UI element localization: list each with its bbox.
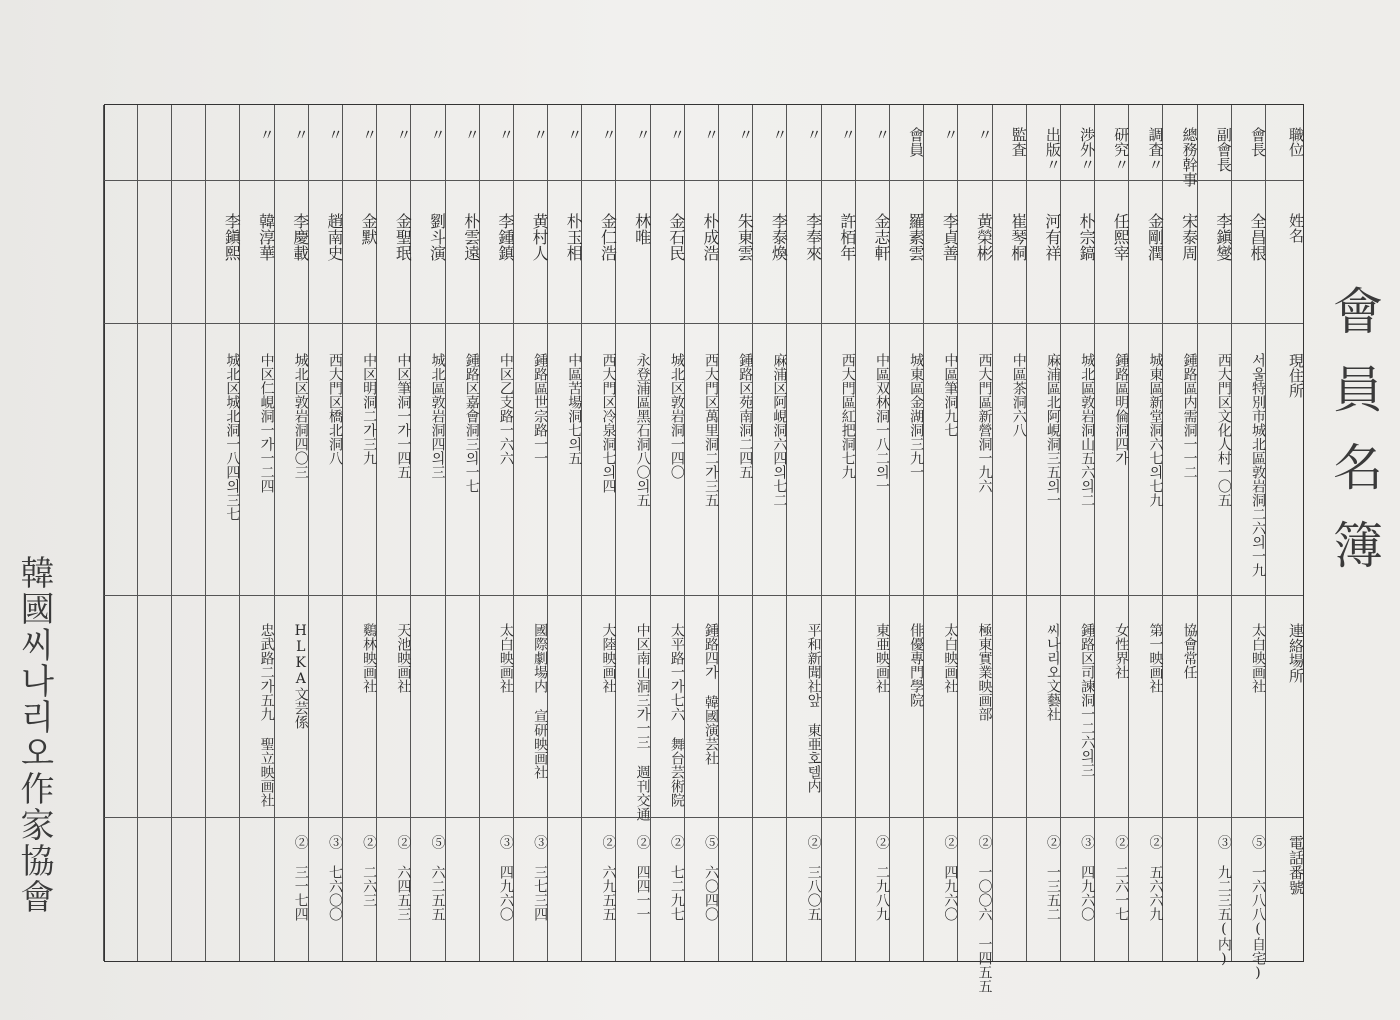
- member-address: 中区乙支路一六六: [497, 353, 514, 465]
- member-name: 黄榮彬: [974, 213, 994, 261]
- member-workplace: HLKA文芸係: [292, 623, 309, 729]
- header-name: 姓名: [1287, 213, 1305, 243]
- table-row: [1026, 105, 1060, 961]
- member-address: 城北区敦岩洞一四〇: [668, 353, 685, 479]
- table-row: [1094, 105, 1131, 961]
- member-address: 西大門區新營洞一九六: [976, 353, 993, 493]
- member-name: 李泰煥: [769, 213, 789, 261]
- table-row: [752, 105, 789, 961]
- member-name: 劉斗演: [427, 213, 447, 261]
- member-phone: ② 二六三: [361, 835, 378, 907]
- member-name: 金仁浩: [598, 213, 618, 261]
- table-row: [992, 105, 1026, 961]
- member-name: 金石民: [666, 213, 686, 261]
- member-workplace: 太平路一가七六 舞台芸術院: [668, 623, 685, 807]
- member-role: 〃: [257, 127, 276, 142]
- table-row: [923, 105, 960, 961]
- member-name: 李貞善: [940, 213, 960, 261]
- member-phone: ② 二九八九: [873, 835, 890, 921]
- member-workplace: 씨나리오文藝社: [1044, 623, 1061, 721]
- member-role: 會員: [907, 127, 926, 157]
- member-address: 永登浦區黑石洞八〇의五: [634, 353, 651, 507]
- member-phone: ⑤ 一六八八(自宅): [1250, 835, 1266, 981]
- member-name: 朴成浩: [701, 213, 720, 261]
- table-row: [650, 105, 684, 961]
- header-column: [1265, 105, 1303, 961]
- member-address: 中區筆洞九七: [942, 353, 959, 437]
- member-workplace: 極東實業映画部: [976, 623, 993, 721]
- member-role: 研究〃: [1112, 127, 1131, 172]
- table-row: [957, 105, 994, 993]
- member-role: 〃: [291, 127, 310, 142]
- table-row: [445, 105, 479, 961]
- member-name: 任熙宰: [1111, 213, 1131, 261]
- member-role: 調査〃: [1146, 127, 1165, 172]
- member-address: 서울特別市城北區敦岩洞二六의一九: [1250, 353, 1266, 577]
- table-row: [513, 105, 550, 961]
- table-row: [342, 105, 379, 961]
- table-row: [855, 105, 889, 961]
- member-workplace: 第一映画社: [1147, 623, 1164, 693]
- member-phone: ② 三八〇五: [805, 835, 822, 921]
- member-address: 城北區敦岩洞山五六의二: [1079, 353, 1096, 507]
- member-phone: ② 一〇〇六 一四五五: [976, 835, 993, 993]
- member-role: 〃: [633, 127, 652, 142]
- table-row: [205, 105, 242, 961]
- table-row: [547, 105, 584, 961]
- member-address: 城東區金湖洞三九一: [908, 353, 925, 479]
- member-role: 〃: [394, 127, 413, 142]
- member-role: 〃: [360, 127, 379, 142]
- table-row: [1060, 105, 1097, 961]
- member-phone: ⑤ 六二五五: [429, 835, 446, 921]
- member-phone: ② 六四五三: [395, 835, 412, 921]
- member-address: 西大門区冷泉洞七의四: [600, 353, 617, 493]
- table-row: [103, 105, 137, 961]
- member-address: 西大門区萬里洞二가三五: [703, 353, 719, 507]
- member-role: 〃: [804, 127, 823, 142]
- header-workplace: 連絡場所: [1287, 623, 1305, 683]
- member-address: 城北區敦岩洞四의三: [429, 353, 446, 479]
- table-row: [410, 105, 447, 961]
- member-name: 李鍾鎮: [495, 213, 515, 261]
- member-name: 羅素雲: [906, 213, 926, 261]
- member-phone: ② 四四一一: [634, 835, 651, 921]
- member-role: 副會長: [1214, 127, 1233, 172]
- member-phone: ③ 四九六〇: [497, 835, 514, 921]
- member-role: 〃: [599, 127, 618, 142]
- member-address: 中區苦場洞七의五: [566, 353, 583, 465]
- member-workplace: 天池映画社: [395, 623, 412, 693]
- member-role: 監査: [1009, 127, 1028, 157]
- member-workplace: 國際劇場内 宣研映画社: [532, 623, 549, 779]
- member-workplace: 俳優專門學院: [908, 623, 925, 707]
- document-title: 會員名簿: [1325, 285, 1383, 597]
- member-address: 鍾路区嘉會洞三의一七: [463, 353, 480, 493]
- member-address: 中区明洞二가三九: [361, 353, 378, 465]
- table-row: [479, 105, 513, 961]
- member-address: 西大門區紅把洞七九: [839, 353, 856, 479]
- member-role: 〃: [770, 127, 789, 142]
- member-workplace: 鍾路区司諫洞一二六의三: [1079, 623, 1096, 777]
- table-row: [171, 105, 205, 961]
- member-name: 朴玉相: [564, 213, 584, 261]
- member-phone: ② 三一七四: [292, 835, 309, 921]
- member-workplace: 鷄林映画社: [361, 623, 378, 693]
- member-workplace: 太白映画社: [1250, 623, 1266, 693]
- member-phone: ② 六九五五: [600, 835, 617, 921]
- member-workplace: 東亜映画社: [873, 623, 890, 693]
- member-phone: ② 二六一七: [1113, 835, 1130, 921]
- member-name: 林唯: [632, 213, 652, 245]
- member-role: 〃: [872, 127, 891, 142]
- member-role: 會長: [1249, 127, 1267, 157]
- header-phone: 電話番號: [1287, 835, 1305, 895]
- member-name: 韓淳華: [256, 213, 276, 261]
- member-address: 中区筆洞一가一四五: [395, 353, 412, 479]
- member-workplace: 平和新聞社앞 東亜호텔内: [805, 623, 822, 793]
- member-name: 李鎭熙: [222, 213, 242, 261]
- member-address: 西大門区橋北洞八: [326, 353, 343, 465]
- member-role: 〃: [428, 127, 447, 142]
- member-phone: ② 五六六九: [1147, 835, 1164, 921]
- member-name: 黄村人: [530, 213, 550, 261]
- member-role: 〃: [531, 127, 550, 142]
- member-phone: ③ 七六〇〇: [326, 835, 343, 921]
- member-address: 鍾路區内需洞一一二: [1181, 353, 1198, 479]
- member-name: 朴宗鎬: [1077, 213, 1097, 261]
- member-role: 〃: [496, 127, 515, 142]
- member-address: 麻浦区阿峴洞六四의七二: [771, 353, 788, 507]
- member-address: 西大門区文化人村一〇五: [1215, 353, 1232, 507]
- member-name: 河有祥: [1042, 213, 1062, 261]
- member-role: 出版〃: [1043, 127, 1062, 172]
- member-name: 金聖珉: [393, 213, 413, 261]
- table-row: [308, 105, 342, 961]
- member-name: 金默: [359, 213, 379, 245]
- member-role: 〃: [736, 127, 755, 142]
- member-name: 李奉來: [803, 213, 823, 261]
- member-phone: ⑤ 六〇四〇: [703, 835, 719, 921]
- member-name: 崔琴桐: [1008, 213, 1028, 261]
- header-role: 職位: [1287, 127, 1305, 157]
- member-workplace: 忠武路二가五九 聖立映画社: [258, 623, 275, 807]
- member-name: 李慶載: [290, 213, 310, 261]
- member-workplace: 中区南山洞三가一三 週刊交通: [634, 623, 651, 821]
- member-workplace: 太白映画社: [942, 623, 959, 693]
- member-address: 鍾路區世宗路一一: [532, 353, 549, 465]
- table-row: [786, 105, 823, 961]
- member-address: 城北区敦岩洞四〇三: [292, 353, 309, 479]
- member-phone: ② 一三五二: [1044, 835, 1061, 921]
- member-workplace: 女性界社: [1113, 623, 1130, 679]
- table-row: [1128, 105, 1165, 961]
- table-row: [137, 105, 171, 961]
- member-name: 朱東雲: [735, 213, 755, 261]
- member-name: 趙南史: [324, 213, 344, 261]
- table-row: [889, 105, 926, 961]
- member-phone: ③ 三七三四: [532, 835, 549, 921]
- table-row: [581, 105, 618, 961]
- table-row: [1162, 105, 1199, 961]
- member-role: 〃: [941, 127, 960, 142]
- member-roster-table: [104, 104, 1305, 993]
- table-row: [376, 105, 413, 961]
- table-row: [718, 105, 755, 961]
- member-address: 中區双林洞一八二의一: [873, 353, 890, 493]
- member-workplace: 大陸映画社: [600, 623, 617, 693]
- member-name: 朴雲遠: [461, 213, 481, 261]
- member-address: 城東區新堂洞六七의七九: [1147, 353, 1164, 507]
- member-role: 〃: [702, 127, 720, 142]
- member-workplace: 協會常任: [1181, 623, 1198, 679]
- table-row: [1197, 105, 1233, 967]
- member-role: 〃: [667, 127, 686, 142]
- member-role: 〃: [838, 127, 857, 142]
- member-address: 鍾路區明倫洞四가: [1113, 353, 1130, 465]
- table-row: [274, 105, 308, 961]
- member-name: 金剛潤: [1145, 213, 1165, 261]
- member-name: 宋泰周: [1179, 213, 1199, 261]
- member-phone: ② 七二九七: [668, 835, 685, 921]
- member-address: 城北区城北洞一八四의三七: [224, 353, 241, 521]
- table-row: [684, 105, 718, 961]
- member-role: 〃: [975, 127, 994, 142]
- table-row: [821, 105, 855, 961]
- member-name: 許栢年: [837, 213, 857, 261]
- member-address: 麻浦區北阿峴洞三五의一: [1044, 353, 1061, 507]
- member-workplace: 太白映画社: [497, 623, 514, 693]
- member-workplace: 鍾路四가 韓國演芸社: [703, 623, 719, 765]
- organization-name: 韓國씨나리오作家協會: [14, 555, 54, 915]
- member-role: 〃: [325, 127, 344, 142]
- table-row: [615, 105, 652, 961]
- member-address: 鍾路区苑南洞二四五: [737, 353, 754, 479]
- member-phone: ② 四九六〇: [942, 835, 959, 921]
- member-role: 〃: [462, 127, 481, 142]
- member-role: 〃: [565, 127, 584, 142]
- member-name: 金志軒: [871, 213, 891, 261]
- table-row: [239, 105, 276, 961]
- member-name: 全昌根: [1248, 213, 1267, 261]
- member-name: 李鎭燮: [1213, 213, 1233, 261]
- member-phone: ③ 九二三五(内): [1215, 835, 1232, 967]
- member-address: 中区仁峴洞一가一二四: [258, 353, 275, 493]
- member-phone: ③ 四九六〇: [1079, 835, 1096, 921]
- member-address: 中區茶洞六八: [1010, 353, 1027, 437]
- header-address: 現住所: [1287, 353, 1305, 398]
- table-row: [1231, 105, 1267, 981]
- member-role: 總務幹事: [1180, 127, 1199, 187]
- member-role: 渉外〃: [1078, 127, 1097, 172]
